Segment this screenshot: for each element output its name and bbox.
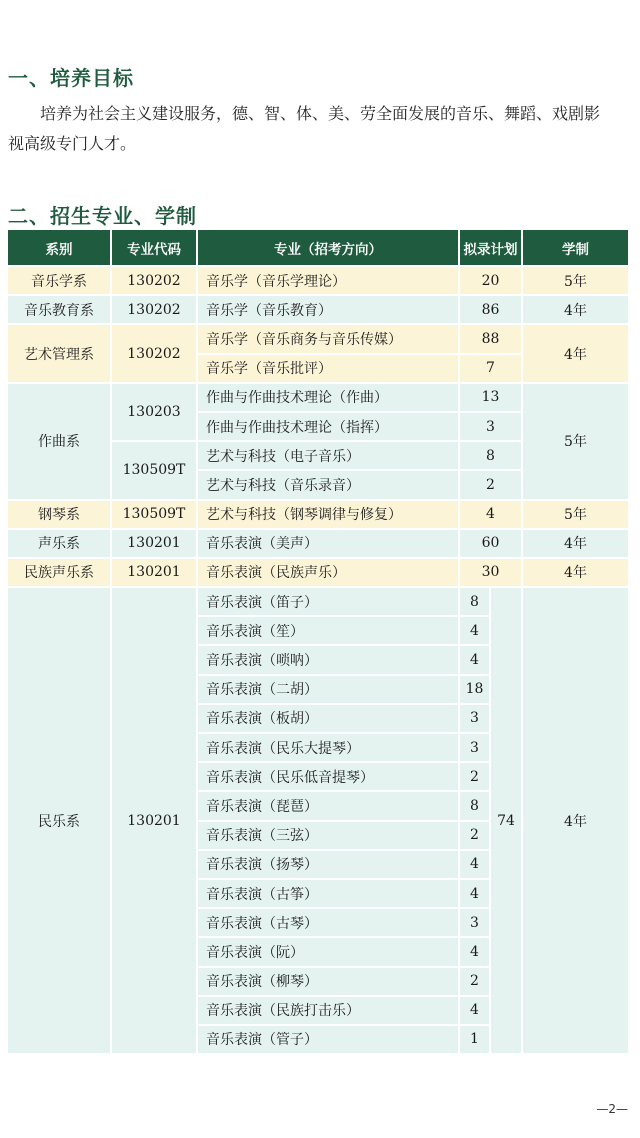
years-cell: 4年 [523,530,630,559]
dept-cell: 音乐学系 [8,267,112,296]
plan-cell: 60 [460,530,523,559]
plan-cell: 4 [460,646,491,675]
plan-cell: 3 [460,413,523,442]
years-cell: 4年 [523,559,630,588]
plan-cell: 4 [460,997,491,1026]
code-cell: 130509T [112,501,198,530]
major-cell: 音乐表演（民族打击乐） [198,997,460,1026]
table-row [8,384,630,413]
plan-cell: 88 [460,325,523,354]
plan-cell: 4 [460,880,491,909]
years-cell: 4年 [523,296,630,325]
major-cell: 音乐学（音乐批评） [198,355,460,384]
dept-cell: 音乐教育系 [8,296,112,325]
code-cell: 130202 [112,325,198,383]
plan-cell: 1 [460,1026,491,1055]
plan-cell: 4 [460,851,491,880]
plan-cell: 8 [460,792,491,821]
dept-cell: 声乐系 [8,530,112,559]
header-years: 学制 [523,230,630,267]
years-cell: 5年 [523,501,630,530]
dept-cell: 民族声乐系 [8,559,112,588]
major-cell: 音乐表演（琵琶） [198,792,460,821]
major-cell: 音乐学（音乐商务与音乐传媒） [198,325,460,354]
dept-cell: 钢琴系 [8,501,112,530]
goals-paragraph [8,99,632,159]
years-cell: 4年 [523,588,630,1055]
plan-total-cell: 74 [491,588,523,1055]
years-cell: 4年 [523,325,630,383]
major-cell: 音乐表演（柳琴） [198,968,460,997]
majors-table [8,230,630,1055]
plan-cell: 2 [460,471,523,500]
plan-cell: 3 [460,705,491,734]
major-cell: 艺术与科技（音乐录音） [198,471,460,500]
plan-cell: 4 [460,617,491,646]
code-cell: 130201 [112,559,198,588]
table-row [8,267,630,296]
major-cell: 音乐学（音乐学理论） [198,267,460,296]
years-cell: 5年 [523,384,630,501]
table-row [8,588,630,617]
years-cell: 5年 [523,267,630,296]
plan-cell: 3 [460,909,491,938]
major-cell: 音乐表演（笛子） [198,588,460,617]
major-cell: 音乐表演（美声） [198,530,460,559]
table-row [8,530,630,559]
major-cell: 音乐表演（扬琴） [198,851,460,880]
table-header-row [8,230,630,267]
major-cell: 艺术与科技（电子音乐） [198,442,460,471]
major-cell: 音乐表演（笙） [198,617,460,646]
dept-cell: 作曲系 [8,384,112,501]
code-cell: 130201 [112,588,198,1055]
table-row [8,325,630,354]
major-cell: 作曲与作曲技术理论（指挥） [198,413,460,442]
major-cell: 作曲与作曲技术理论（作曲） [198,384,460,413]
plan-cell: 8 [460,588,491,617]
major-cell: 艺术与科技（钢琴调律与修复） [198,501,460,530]
code-cell: 130509T [112,442,198,500]
table-row [8,296,630,325]
section-heading-goals: 一、培养目标 [8,66,134,90]
plan-cell: 2 [460,763,491,792]
major-cell: 音乐表演（古筝） [198,880,460,909]
code-cell: 130201 [112,530,198,559]
header-major: 专业（招考方向） [198,230,460,267]
dept-cell: 艺术管理系 [8,325,112,383]
plan-cell: 86 [460,296,523,325]
header-code: 专业代码 [112,230,198,267]
plan-cell: 20 [460,267,523,296]
plan-cell: 13 [460,384,523,413]
header-plan: 拟录计划 [460,230,523,267]
major-cell: 音乐学（音乐教育） [198,296,460,325]
major-cell: 音乐表演（板胡） [198,705,460,734]
major-cell: 音乐表演（民乐低音提琴） [198,763,460,792]
table-row [8,501,630,530]
major-cell: 音乐表演（管子） [198,1026,460,1055]
code-cell: 130202 [112,296,198,325]
plan-cell: 4 [460,938,491,967]
plan-cell: 7 [460,355,523,384]
major-cell: 音乐表演（唢呐） [198,646,460,675]
header-dept: 系别 [8,230,112,267]
page-number: —2— [596,1102,628,1116]
plan-cell: 18 [460,676,491,705]
table-row [8,559,630,588]
major-cell: 音乐表演（民族声乐） [198,559,460,588]
goals-line-1: 培养为社会主义建设服务，德、智、体、美、劳全面发展的音乐、舞蹈、戏剧影 [40,104,601,123]
code-cell: 130202 [112,267,198,296]
major-cell: 音乐表演（阮） [198,938,460,967]
major-cell: 音乐表演（民乐大提琴） [198,734,460,763]
plan-cell: 8 [460,442,523,471]
plan-cell: 2 [460,822,491,851]
plan-cell: 2 [460,968,491,997]
code-cell: 130203 [112,384,198,442]
major-cell: 音乐表演（二胡） [198,676,460,705]
plan-cell: 3 [460,734,491,763]
plan-cell: 30 [460,559,523,588]
plan-cell: 4 [460,501,523,530]
major-cell: 音乐表演（三弦） [198,822,460,851]
dept-cell: 民乐系 [8,588,112,1055]
goals-line-2: 视高级专门人才。 [8,134,137,153]
section-heading-majors: 二、招生专业、学制 [8,204,197,228]
major-cell: 音乐表演（古琴） [198,909,460,938]
